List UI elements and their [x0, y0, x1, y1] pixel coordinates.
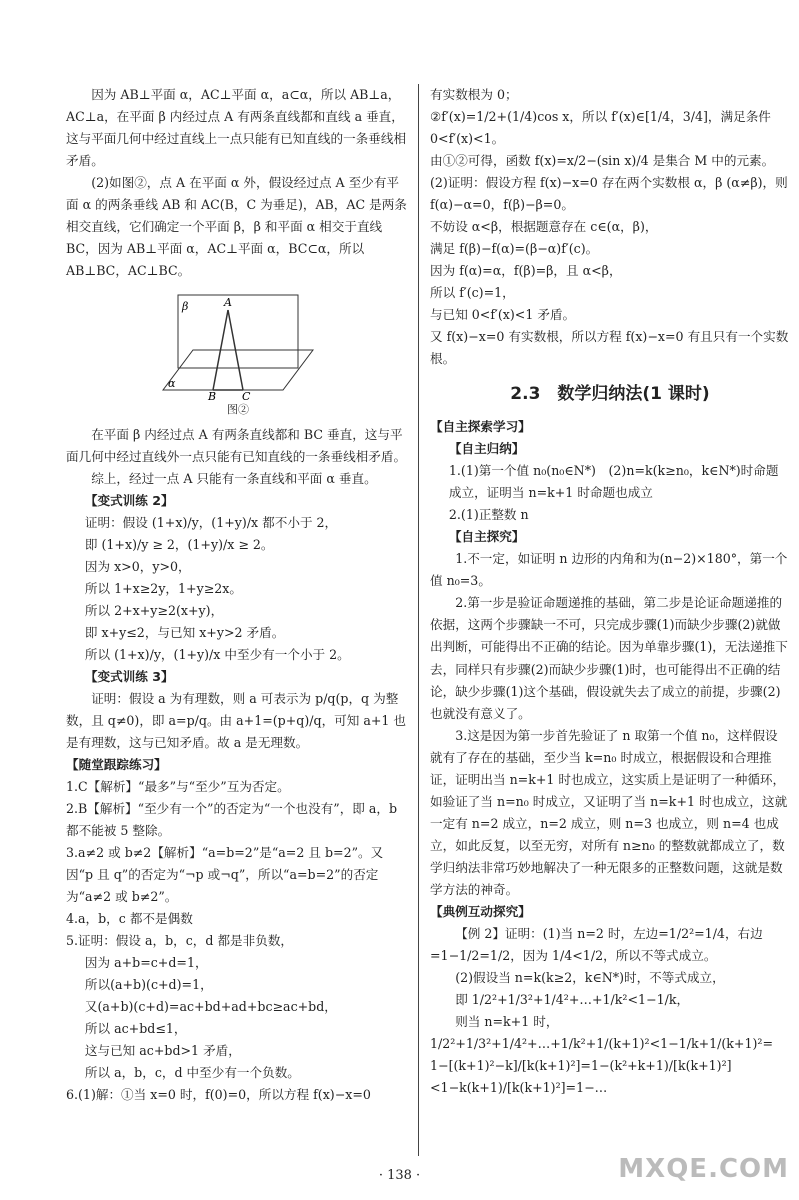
text-line: 【例 2】证明：(1)当 n=2 时，左边=1/2²=1/4，右边=1−1/2=1/2，因为 1/4<1/2，所以不等式成立。 [430, 925, 763, 963]
label-beta: β [182, 300, 189, 314]
plane-diagram [158, 290, 318, 400]
text-line: 这与已知 ac+bd>1 矛盾， [84, 1043, 241, 1059]
text-line: 与已知 0<f′(x)<1 矛盾。 [430, 307, 576, 323]
label-c: C [242, 390, 251, 401]
text-line: 证明：假设 (1+x)/y，(1+y)/x 都不小于 2， [84, 514, 338, 530]
section-heading: 【随堂跟踪练习】 [66, 757, 167, 772]
text-line: 所以 a，b，c，d 中至少有一个负数。 [84, 1065, 300, 1081]
column-divider [418, 84, 419, 1156]
text-line: 所以(a+b)(c+d)=1， [84, 977, 213, 993]
label-a: A [224, 296, 232, 310]
text-line: 又 f(x)−x=0 有实数根，所以方程 f(x)−x=0 有且只有一个实数根。 [430, 329, 789, 367]
figure-2 [158, 290, 318, 400]
right-column [430, 84, 790, 1099]
text-line: 满足 f(β)−f(α)=(β−α)f′(c)。 [430, 241, 599, 257]
text-line: (2)假设当 n=k(k≥2，k∈N*)时，不等式成立， [455, 969, 725, 985]
text-line: 1.(1)第一个值 n₀(n₀∈N*) (2)n=k(k≥n₀，k∈N*)时命题成立，证明当 n=k+1 时命题也成立 [448, 463, 779, 501]
label-alpha: α [168, 377, 176, 391]
text-line: 因为 a+b=c+d=1， [84, 955, 208, 971]
text-line: 所以 f′(c)=1， [430, 285, 515, 301]
text-line: 1.不一定，如证明 n 边形的内角和为(n−2)×180°，第一个值 n₀=3。 [430, 551, 788, 589]
text-line: 因为 AB⊥平面 α，AC⊥平面 α，a⊂α，所以 AB⊥a， [91, 87, 401, 102]
text-line: 3.这是因为第一步首先验证了 n 取第一个值 n₀，这样假设就有了存在的基础，至少当 k=n₀ 时成立，根据假设和合理推证，证明出当 n=k+1 时也成立，这实质上是证明了一种循环，如验证了当 n=n₀ 时成立，又证明了当 n=k+1 时也成立，这就一定有 n=2 成立，n=2 成立，则 n=3 也成立，则 n=4 也成立，如此反复，以至无穷，对所有 n≥n₀ 的整数就都成立了，数学归纳法非常巧妙地解决了一种无限多的正整数问题，这就是数学方法的神奇。 [430, 727, 788, 897]
text-line: 由①②可得，函数 f(x)=x/2−(sin x)/4 是集合 M 中的元素。 [430, 153, 775, 169]
figure-caption: 图② [227, 403, 249, 417]
text-line: 1/2²+1/3²+1/4²+…+1/k²+1/(k+1)²<1−1/k+1/(k+1)²= [430, 1036, 774, 1052]
section-heading: 【典例互动探究】 [430, 903, 531, 919]
section-heading: 【变式训练 2】 [84, 492, 174, 508]
list-item: 2.B【解析】“至少有一个”的否定为“一个也没有”，即 a，b 都不能被 5 整除。 [66, 801, 398, 839]
text-line: 1−[(k+1)²−k]/[k(k+1)²]=1−(k²+k+1)/[k(k+1)²]<1−k(k+1)/[k(k+1)²]=1−… [430, 1058, 732, 1096]
section-heading: 【变式训练 3】 [84, 668, 174, 684]
text-line: 不妨设 α<β，根据题意存在 c∈(α，β)， [430, 219, 658, 235]
text-line: 所以 (1+x)/y，(1+y)/x 中至少有一个小于 2。 [84, 646, 350, 662]
text-line: 则当 n=k+1 时， [455, 1014, 559, 1029]
text-line: 有实数根为 0； [430, 87, 518, 102]
text-line: 因为 x>0，y>0， [84, 558, 191, 574]
page-number: · 138 · [378, 1168, 421, 1183]
text-line: 所以 2+x+y≥2(x+y)， [84, 602, 224, 618]
list-item: 4.a，b，c 都不是偶数 [66, 911, 193, 927]
text-line: 即 (1+x)/y ≥ 2，(1+y)/x ≥ 2。 [84, 536, 274, 552]
text-line: 综上，经过一点 A 只能有一条直线和平面 α 垂直。 [91, 470, 377, 486]
text-line: AC⊥a，在平面 β 内经过点 A 有两条直线都和直线 a 垂直，这与平面几何中经过直线上一点只能有已知直线的一条垂线相矛盾。 [66, 109, 407, 169]
label-b: B [208, 390, 217, 401]
text-line: 所以 1+x≥2y，1+y≥2x。 [84, 580, 242, 596]
text-line: 证明：假设 a 为有理数，则 a 可表示为 p/q(p，q 为整数，且 q≠0)，即 a=p/q。由 a+1=(p+q)/q，可知 a+1 也是有理数，这与已知矛盾。故 a 是无理数。 [66, 690, 407, 750]
list-item: 3.a≠2 或 b≠2【解析】“a=b=2”是“a=2 且 b=2”。又因“p 且 q”的否定为“¬p 或¬q”，所以“a=b=2”的否定为“a≠2 或 b≠2”。 [66, 845, 384, 905]
text-line: 即 x+y≤2，与已知 x+y>2 矛盾。 [84, 624, 285, 640]
text-line: 在平面 β 内经过点 A 有两条直线都和 BC 垂直，这与平面几何中经过直线外一点只能有已知直线的一条垂线相矛盾。 [66, 426, 407, 464]
text-line: (2)证明：假设方程 f(x)−x=0 存在两个实数根 α，β (α≠β)，则 f(α)−α=0，f(β)−β=0。 [430, 175, 788, 213]
list-item: 6.(1)解：①当 x=0 时，f(0)=0，所以方程 f(x)−x=0 [66, 1087, 371, 1103]
text-line: 2.第一步是验证命题递推的基础，第二步是论证命题递推的依据，这两个步骤缺一不可，只完成步骤(1)而缺少步骤(2)就做出判断，可能得出不正确的结论。因为单靠步骤(1)，无法递推下去，同样只有步骤(2)而缺少步骤(1)时，也可能得出不正确的结论，缺少步骤(1)这个基础，假设就失去了成立的前提，步骤(2)也就没有意义了。 [430, 595, 788, 721]
left-column [66, 84, 410, 1107]
subsection-heading: 【自主探究】 [448, 529, 525, 545]
list-item: 5.证明：假设 a，b，c，d 都是非负数， [66, 933, 294, 949]
text-line: ②f′(x)=1/2+(1/4)cos x，所以 f′(x)∈[1/4，3/4]，满足条件 0<f′(x)<1。 [430, 109, 771, 147]
text-line: 即 1/2²+1/3²+1/4²+…+1/k²<1−1/k， [455, 991, 690, 1007]
watermark-logo: MXQE.COM [618, 1153, 789, 1184]
text-line: (2)如图②，点 A 在平面 α 外，假设经过点 A 至少有平面 α 的两条垂线 AB 和 AC(B，C 为垂足)，AB，AC 是两条相交直线，它们确定一个平面 β，β 和平面 α 相交于直线 BC，因为 AB⊥平面 α，AC⊥平面 α，BC⊂α，所以 AB⊥BC，AC⊥BC。 [66, 175, 407, 279]
text-line: 又(a+b)(c+d)=ac+bd+ad+bc≥ac+bd， [84, 999, 337, 1015]
list-item: 1.C【解析】“最多”与“至少”互为否定。 [66, 779, 290, 795]
section-title: 2.3 数学归纳法(1 课时) [510, 384, 710, 405]
text-line: 2.(1)正整数 n [448, 507, 529, 523]
text-line: 所以 ac+bd≤1， [84, 1021, 187, 1037]
section-heading: 【自主探索学习】 [430, 419, 531, 435]
text-line: 因为 f(α)=α，f(β)=β，且 α<β， [430, 263, 622, 279]
subsection-heading: 【自主归纳】 [448, 441, 525, 457]
